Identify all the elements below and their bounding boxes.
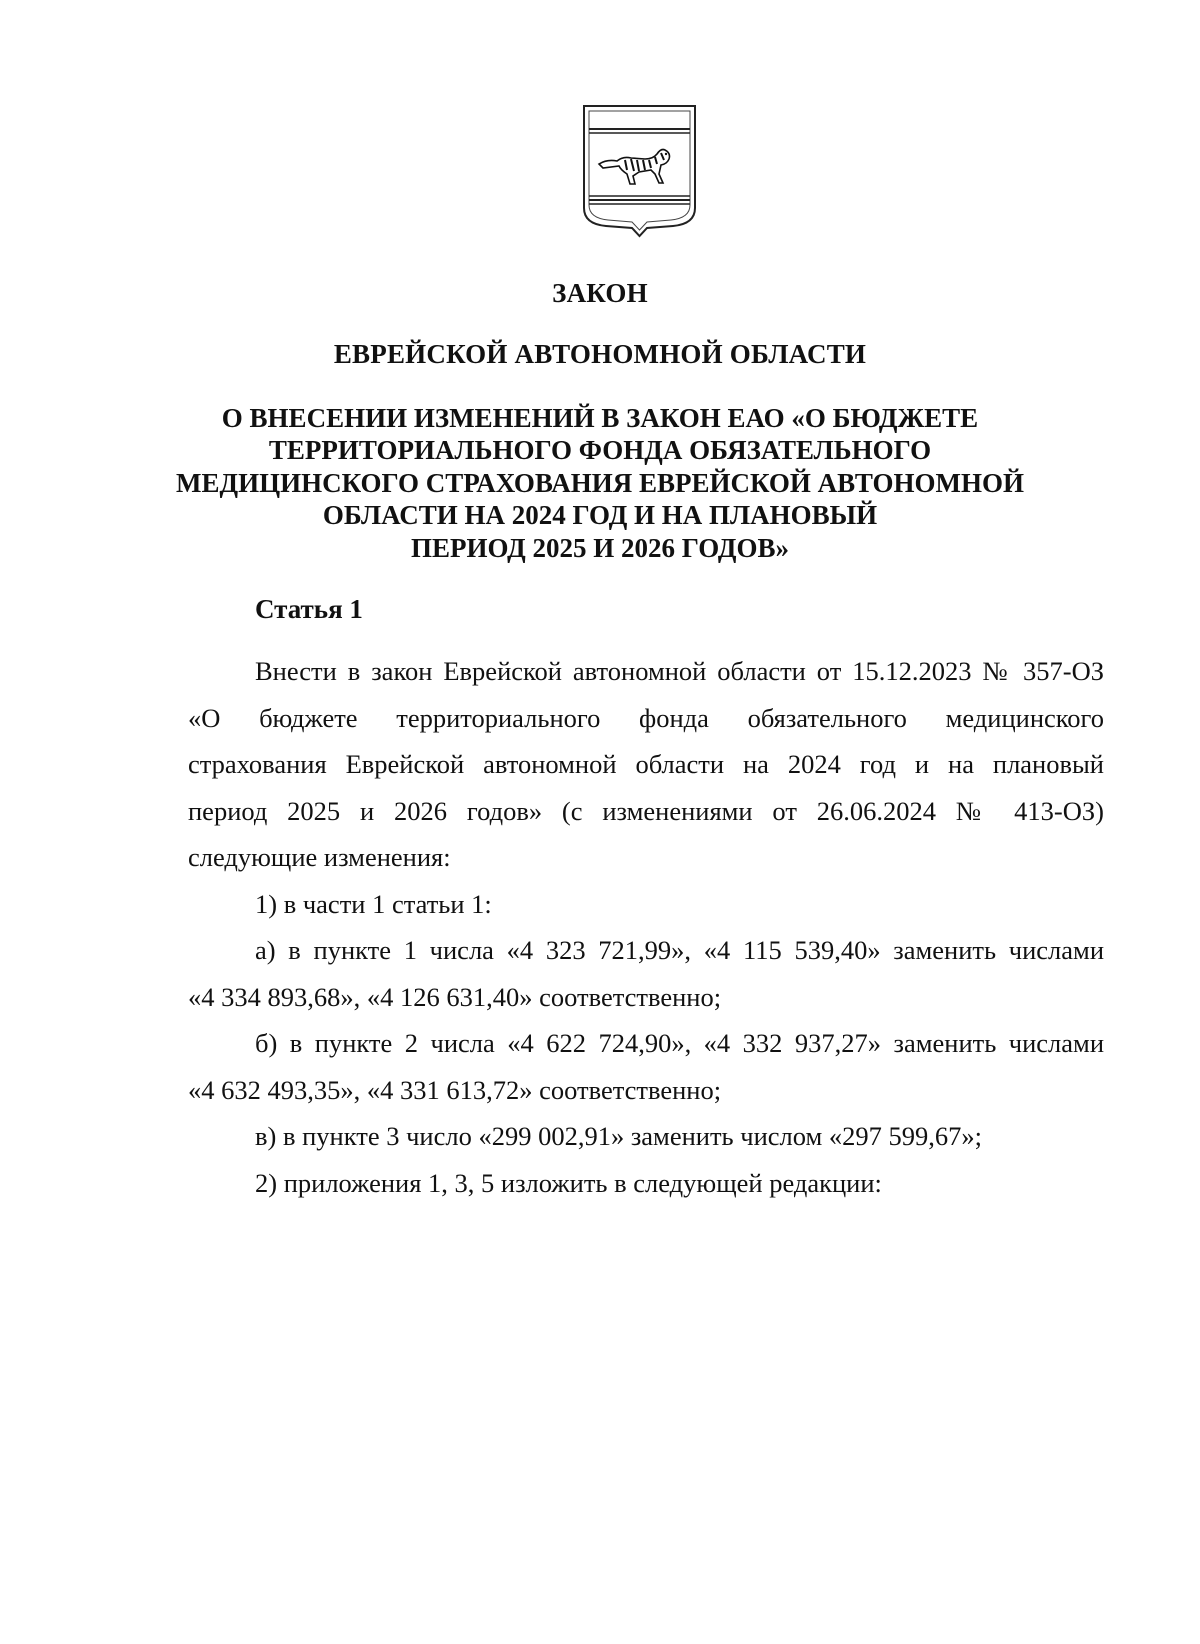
law-title-line: ОБЛАСТИ НА 2024 ГОД И НА ПЛАНОВЫЙ xyxy=(322,500,878,531)
tiger-coat-of-arms-icon xyxy=(581,104,698,238)
body-line: «4 334 893,68», «4 126 631,40» соответственно; xyxy=(188,981,722,1012)
body-line: «О бюджете территориального фонда обязательного медицинского xyxy=(188,702,1104,733)
body-line: Внести в закон Еврейской автономной области от 15.12.2023 № 357-ОЗ xyxy=(255,656,1104,686)
law-title xyxy=(150,402,1050,564)
law-title-line: МЕДИЦИНСКОГО СТРАХОВАНИЯ ЕВРЕЙСКОЙ АВТОНОМНОЙ xyxy=(176,467,1024,498)
body-line: «4 632 493,35», «4 331 613,72» соответственно; xyxy=(188,1074,722,1105)
body-line: а) в пункте 1 числа «4 323 721,99», «4 115 539,40» заменить числами xyxy=(255,935,1104,965)
law-title-line: О ВНЕСЕНИИ ИЗМЕНЕНИЙ В ЗАКОН ЕАО «О БЮДЖЕТЕ xyxy=(221,403,979,433)
article-heading: Статья 1 xyxy=(255,594,363,624)
body-line: 2) приложения 1, 3, 5 изложить в следующей редакции: xyxy=(255,1167,882,1198)
body-line: 1) в части 1 статьи 1: xyxy=(255,888,492,919)
body-line: страхования Еврейской автономной области на 2024 год и на плановый xyxy=(188,749,1104,779)
article-body xyxy=(188,648,1104,1206)
body-line: следующие изменения: xyxy=(188,842,451,872)
law-region: ЕВРЕЙСКОЙ АВТОНОМНОЙ ОБЛАСТИ xyxy=(333,339,867,369)
body-line: период 2025 и 2026 годов» (с изменениями от 26.06.2024 № 413-ОЗ) xyxy=(188,795,1104,826)
law-title-line: ТЕРРИТОРИАЛЬНОГО ФОНДА ОБЯЗАТЕЛЬНОГО xyxy=(268,435,932,466)
body-line: б) в пункте 2 числа «4 622 724,90», «4 332 937,27» заменить числами xyxy=(255,1028,1104,1058)
law-title-line: ПЕРИОД 2025 И 2026 ГОДОВ» xyxy=(411,532,789,563)
body-line: в) в пункте 3 число «299 002,91» заменить числом «297 599,67»; xyxy=(255,1121,982,1151)
law-heading: ЗАКОН xyxy=(552,278,648,308)
